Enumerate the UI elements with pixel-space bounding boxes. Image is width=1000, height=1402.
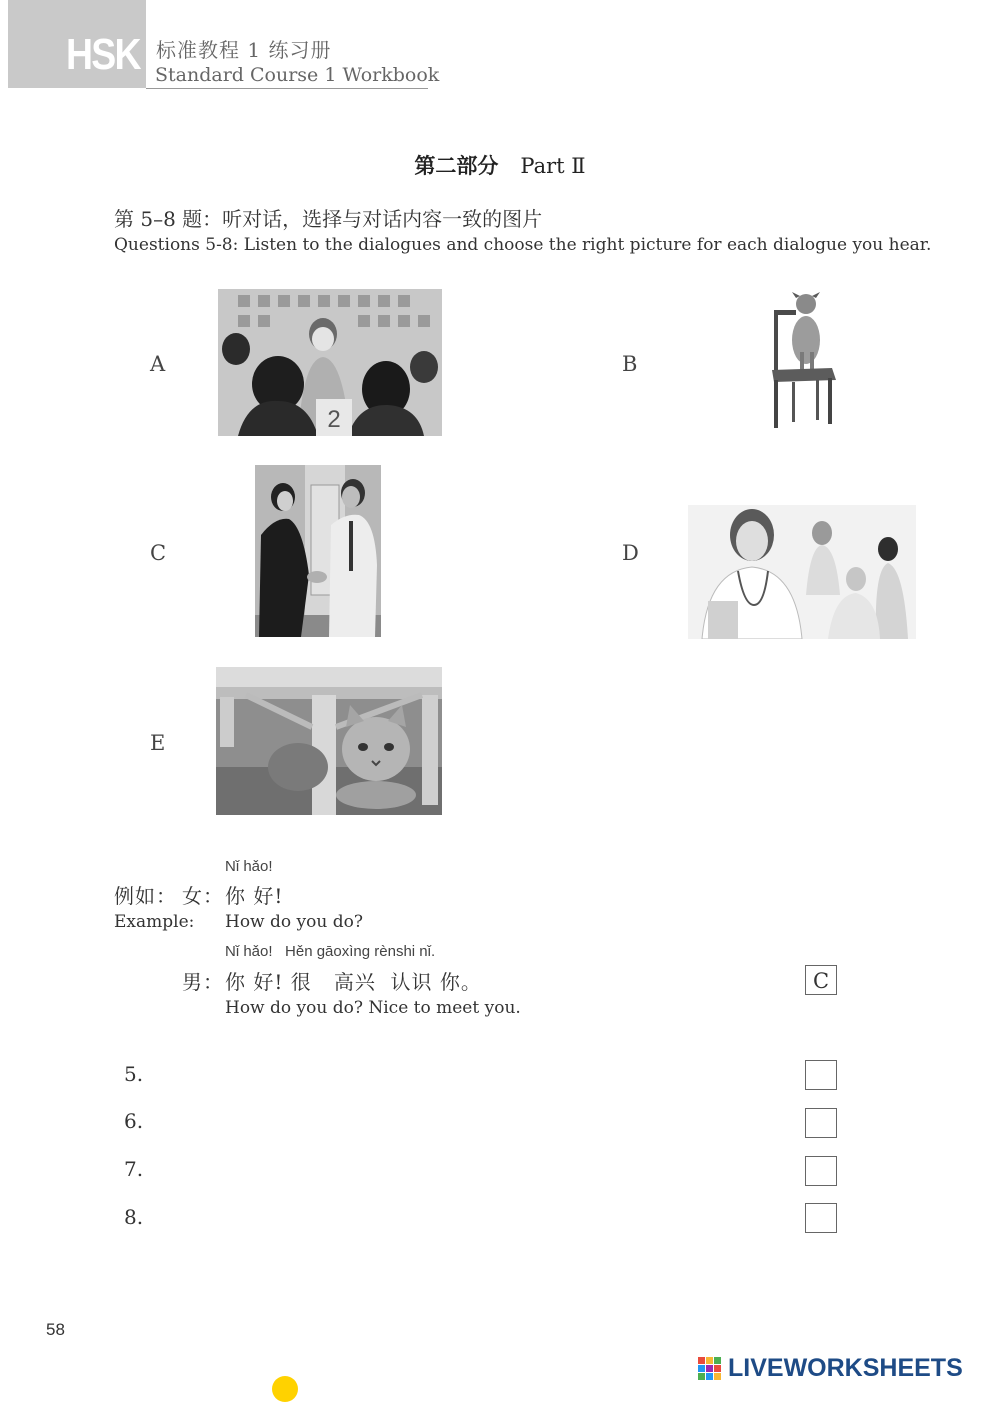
example-male-hanzi: 你 好! 很 高兴 认识 你。	[225, 970, 482, 994]
hsk-logo-text: HSK	[66, 30, 140, 79]
example-label-en: Example:	[114, 912, 195, 932]
instructions-en: Questions 5-8: Listen to the dialogues and choose the right picture for each dialogue you hear.	[114, 235, 932, 255]
picture-d-doctor	[688, 505, 916, 639]
instructions-zh: 第 5–8 题：听对话，选择与对话内容一致的图片	[114, 207, 543, 231]
picture-e-cat-under-table	[216, 667, 442, 815]
page-number: 58	[46, 1320, 65, 1339]
example-speaker-male: 男：	[182, 970, 224, 994]
yellow-dot	[272, 1376, 298, 1402]
question-number-8: 8.	[124, 1205, 144, 1229]
picture-c-handshake	[255, 465, 381, 637]
example-female-hanzi: 你 好!	[225, 884, 284, 908]
section-title	[0, 150, 1000, 180]
question-number-7: 7.	[124, 1157, 144, 1181]
liveworksheets-logo-icon	[698, 1357, 722, 1381]
section-title-zh: 第二部分	[414, 153, 499, 178]
svg-text:2: 2	[327, 406, 341, 433]
answer-box-8[interactable]	[805, 1203, 837, 1233]
example-male-english: How do you do? Nice to meet you.	[225, 998, 521, 1018]
picture-letter-d: D	[622, 541, 639, 565]
example-male-pinyin: Nǐ hǎo! Hěn gāoxìng rènshi nǐ.	[225, 943, 436, 960]
answer-box-5[interactable]	[805, 1060, 837, 1090]
picture-letter-a: A	[150, 352, 166, 376]
picture-letter-c: C	[150, 541, 167, 565]
example-female-pinyin: Nǐ hǎo!	[225, 858, 273, 875]
header-rule	[146, 88, 428, 89]
picture-letter-e: E	[150, 731, 166, 755]
header-title-zh: 标准教程 1 练习册	[156, 38, 332, 62]
example-label-zh: 例如：	[114, 884, 177, 908]
question-number-5: 5.	[124, 1062, 144, 1086]
liveworksheets-text: LIVEWORKSHEETS	[728, 1354, 963, 1382]
example-answer-box: C	[805, 965, 837, 995]
answer-box-6[interactable]	[805, 1108, 837, 1138]
example-speaker-female: 女：	[182, 884, 224, 908]
picture-a-classroom	[218, 289, 442, 436]
question-number-6: 6.	[124, 1109, 144, 1133]
picture-b-dog-on-chair	[770, 290, 838, 430]
answer-box-7[interactable]	[805, 1156, 837, 1186]
hsk-logo	[8, 0, 146, 88]
header-title-en: Standard Course 1 Workbook	[155, 64, 440, 86]
example-female-english: How do you do?	[225, 912, 363, 932]
liveworksheets-logo	[698, 1354, 994, 1382]
section-title-en: Part Ⅱ	[520, 154, 586, 178]
picture-letter-b: B	[622, 352, 638, 376]
